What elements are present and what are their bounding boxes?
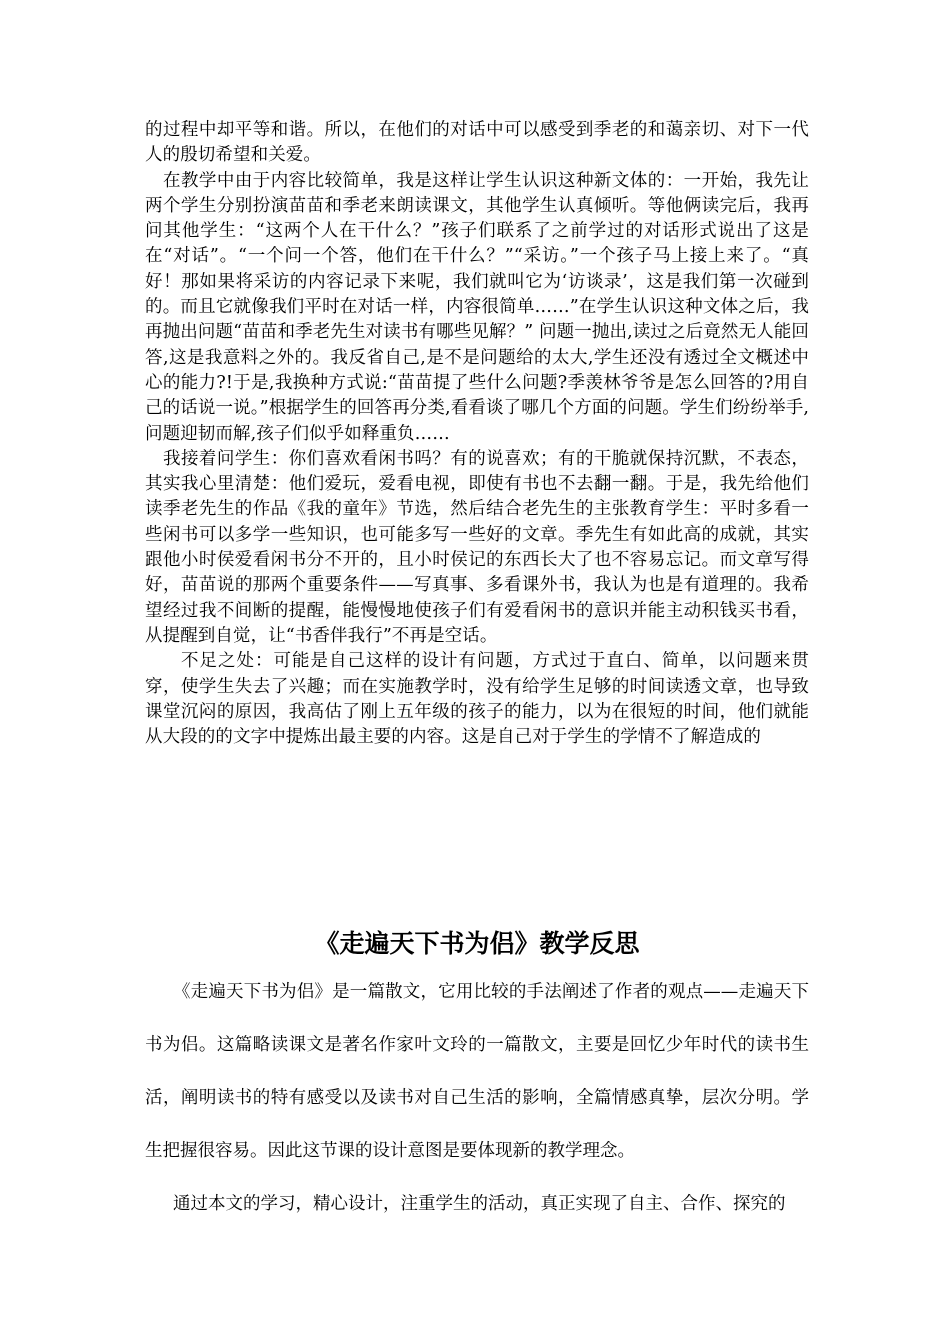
reflection-text-section bbox=[145, 118, 809, 750]
paragraph-continuation: 的过程中却平等和谐。所以，在他们的对话中可以感受到季老的和蔼亲切、对下一代人的殷切希望和关爱。 bbox=[145, 120, 809, 166]
article-title: 《走遍天下书为侣》教学反思 bbox=[314, 929, 640, 958]
paragraph-shortcomings: 不足之处：可能是自己这样的设计有问题，方式过于直白、简单，以问题来贯穿，使学生失去了兴趣；而在实施教学时，没有给学生足够的时间读透文章，也导致课堂沉闷的原因，我高估了刚上五年级的孩子的能力，以为在很短的时间，他们就能从大段的的文字中提炼出最主要的内容。这是自己对于学生的学情不了解造成的 bbox=[145, 651, 809, 748]
paragraph-intro: 《走遍天下书为侣》是一篇散文，它用比较的手法阐述了作者的观点——走遍天下书为侣。这篇略读课文是著名作家叶文玲的一篇散文，主要是回忆少年时代的读书生活，阐明读书的特有感受以及读书对自己生活的影响，全篇情感真挚，层次分明。学生把握很容易。因此这节课的设计意图是要体现新的教学理念。 bbox=[145, 982, 809, 1161]
paragraph-teaching-process: 在教学中由于内容比较简单，我是这样让学生认识这种新文体的：一开始，我先让两个学生分别扮演苗苗和季老来朗读课文，其他学生认真倾听。等他俩读完后，我再问其他学生：“这两个人在干什么？”孩子们联系了之前学过的对话形式说出了这是在“对话”。“一个问一个答，他们在干什么？”“采访。”一个孩子马上接上来了。“真好！那如果将采访的内容记录下来呢，我们就叫它为‘访谈录’，这是我们第一次碰到的。而且它就像我们平时在对话一样，内容很简单……”在学生认识这种文体之后，我再抛出问题“苗苗和季老先生对读书有哪些见解？” 问题一抛出,读过之后竟然无人能回答,这是我意料之外的。我反省自己,是不是问题给的太大,学生还没有透过全文概述中心的能力?!于是,我换种方式说:“苗苗提了些什么问题?季羡林爷爷是怎么回答的?用自己的话说一说。”根据学生的回答再分类,看看谈了哪几个方面的问题。学生们纷纷举手,问题迎韧而解,孩子们似乎如释重负…… bbox=[145, 170, 809, 444]
paragraph-leisure-reading: 我接着问学生：你们喜欢看闲书吗？有的说喜欢；有的干脆就保持沉默，不表态，其实我心里清楚：他们爱玩，爱看电视，即使有书也不去翻一翻。于是，我先给他们读季老先生的作品《我的童年》节选，然后结合老先生的主张教育学生：平时多看一些闲书可以多学一些知识，也可能多写一些好的文章。季先生有如此高的成就，其实跟他小时侯爱看闲书分不开的，且小时侯记的东西长大了也不容易忘记。而文章写得好，苗苗说的那两个重要条件——写真事、多看课外书，我认为也是有道理的。我希望经过我不间断的提醒，能慢慢地使孩子们有爱看闲书的意识并能主动积钱买书看，从提醒到自觉，让“书香伴我行”不再是空话。 bbox=[145, 448, 809, 646]
article-body bbox=[145, 966, 809, 1231]
paragraph-design: 通过本文的学习，精心设计，注重学生的活动，真正实现了自主、合作、探究的 bbox=[173, 1194, 786, 1214]
